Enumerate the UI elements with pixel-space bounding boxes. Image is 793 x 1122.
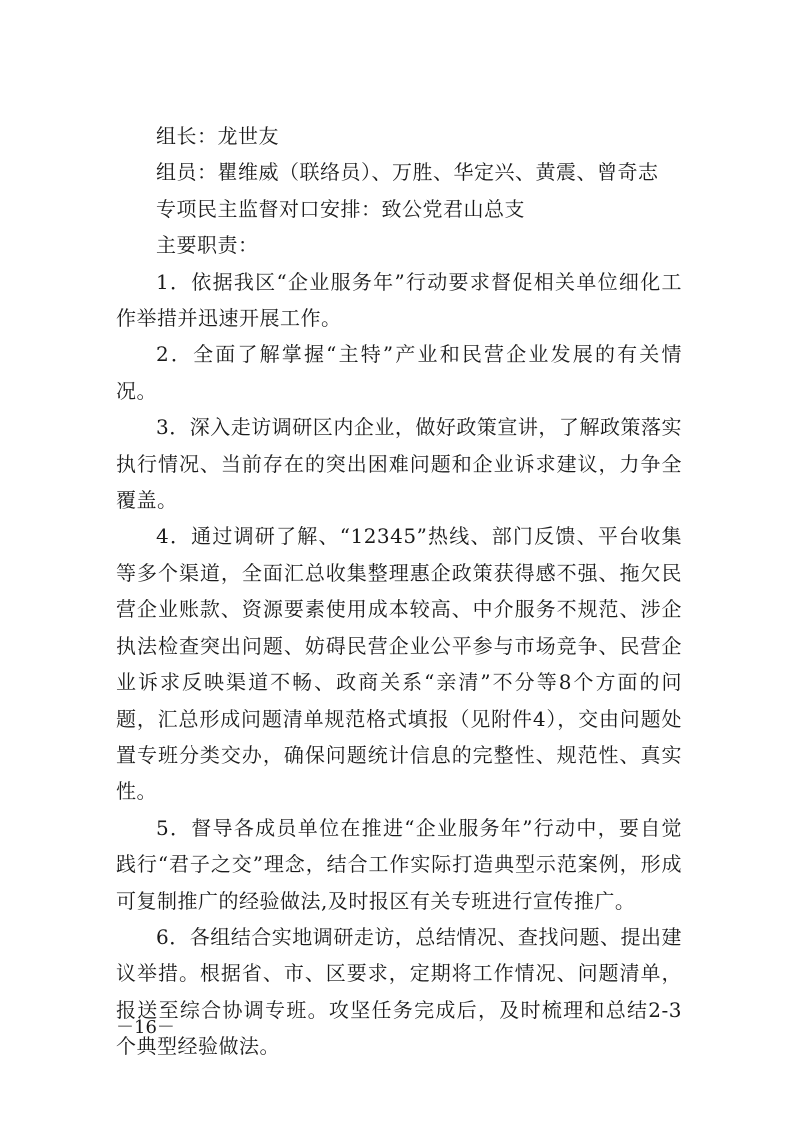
- page-number: －16－: [116, 1017, 175, 1038]
- supervision-assignment-line: 专项民主监督对口安排：致公党君山总支: [156, 196, 525, 221]
- duty-item-4: 4．通过调研了解、“12345”热线、部门反馈、平台收集等多个渠道，全面汇总收集整理惠企政策获得感不强、拖欠民营企业账款、资源要素使用成本较高、中介服务不规范、涉企执法检查突出问题、妨碍民营企业公平参与市场竞争、民营企业诉求反映渠道不畅、政商关系“亲清”不分等8个方面的问题，汇总形成问题清单规范格式填报（见附件4），交由问题处置专班分类交办，确保问题统计信息的完整性、规范性、真实性。: [116, 524, 682, 804]
- duty-item-3: 3．深入走访调研区内企业，做好政策宣讲，了解政策落实执行情况、当前存在的突出困难问题和企业诉求建议，力争全覆盖。: [116, 415, 682, 513]
- duty-item-1: 1．依据我区“企业服务年”行动要求督促相关单位细化工作举措并迅速开展工作。: [116, 269, 682, 331]
- document-body: [116, 118, 682, 1065]
- duty-item-5: 5．督导各成员单位在推进“企业服务年”行动中，要自觉践行“君子之交”理念，结合工作实际打造典型示范案例，形成可复制推广的经验做法,及时报区有关专班进行宣传推广。: [116, 815, 682, 913]
- duties-heading: 主要职责：: [156, 233, 259, 258]
- duty-item-6: 6．各组结合实地调研走访，总结情况、查找问题、提出建议举措。根据省、市、区要求，定期将工作情况、问题清单，报送至综合协调专班。攻坚任务完成后，及时梳理和总结2-3个典型经验做法。: [116, 924, 682, 1059]
- duty-item-2: 2．全面了解掌握“主特”产业和民营企业发展的有关情况。: [116, 342, 682, 403]
- group-members-line: 组员：瞿维威（联络员）、万胜、华定兴、黄震、曾奇志: [156, 160, 659, 185]
- group-leader-line: 组长：龙世友: [156, 124, 279, 148]
